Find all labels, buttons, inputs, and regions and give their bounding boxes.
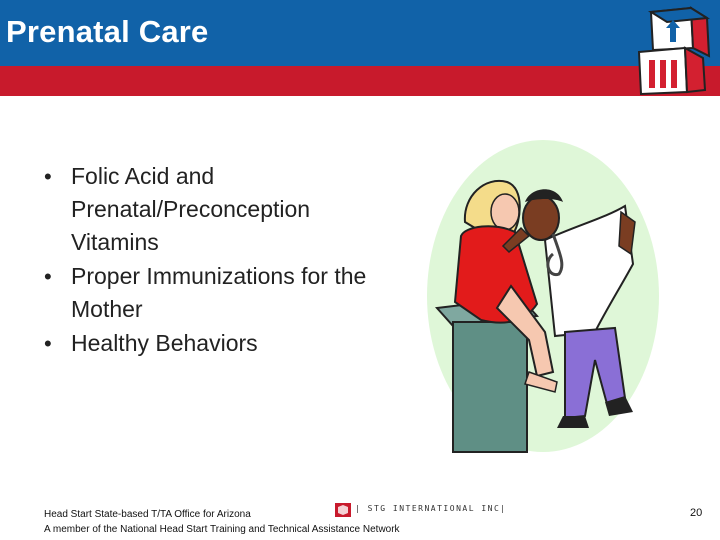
building-blocks-icon [633, 0, 717, 96]
footer-line-2: A member of the National Head Start Training and Technical Assistance Network [44, 524, 400, 535]
slide-title: Prenatal Care [6, 14, 209, 49]
footer-line-1: Head Start State-based T/TA Office for Arizona [44, 509, 251, 520]
bullet-item: • Proper Immunizations for the Mother [44, 260, 384, 326]
bullet-item: • Folic Acid and Prenatal/Preconception Vitamins [44, 160, 384, 259]
doctor-examining-patient-clipart [425, 136, 665, 456]
header-accent-bar [0, 66, 720, 96]
footer-logo [335, 503, 507, 517]
bullet-item: • Healthy Behaviors [44, 327, 384, 360]
logo-text: | STG INTERNATIONAL INC| [355, 504, 507, 513]
stg-logo-icon [335, 503, 351, 517]
bullet-list [44, 160, 384, 361]
page-number: 20 [690, 507, 703, 519]
